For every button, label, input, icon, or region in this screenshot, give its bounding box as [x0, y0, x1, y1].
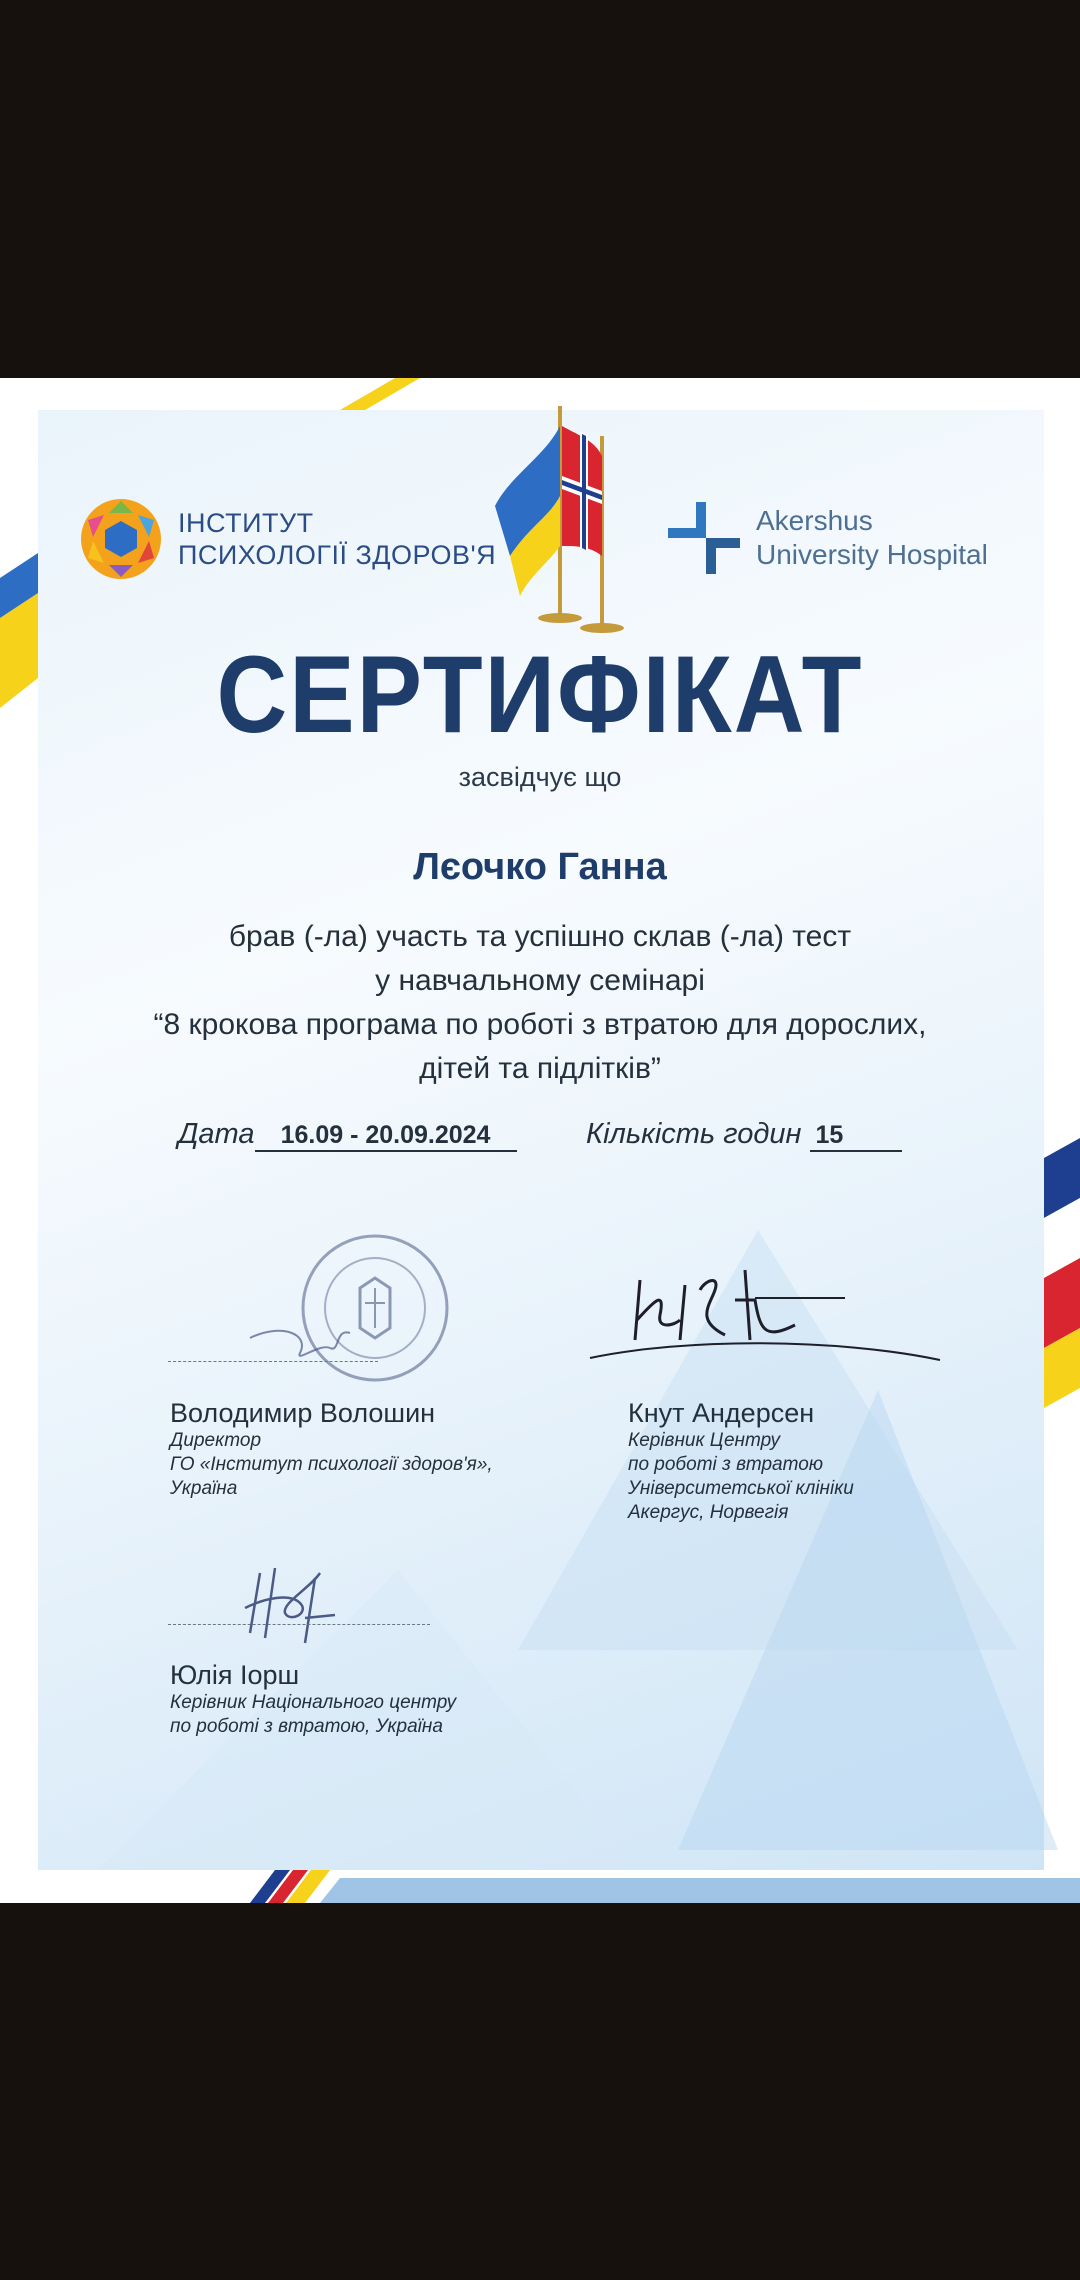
- signatory-name: Кнут Андерсен: [628, 1398, 815, 1428]
- date-value: 16.09 - 20.09.2024: [255, 1121, 517, 1152]
- signatory-role: по роботі з втратою: [628, 1454, 824, 1475]
- signatory-name: Володимир Волошин: [170, 1398, 436, 1428]
- handwritten-signature-icon: [585, 1260, 945, 1370]
- body-line-1: брав (-ла) участь та успішно склав (-ла) тест: [228, 920, 852, 953]
- institute-logo: [78, 496, 496, 582]
- handwritten-signature-icon: [230, 1553, 350, 1653]
- signatory-2: [628, 1398, 854, 1525]
- akershus-logo-line2: University Hospital: [756, 539, 988, 570]
- official-stamp-icon: [240, 1233, 460, 1393]
- certificate-subtitle: засвідчує що: [458, 762, 622, 792]
- signatory-role: ГО «Інститут психології здоров'я»,: [170, 1454, 493, 1475]
- recipient-name: Лєочко Ганна: [413, 846, 667, 888]
- hours-label: Кількість годин: [586, 1118, 802, 1150]
- signatory-role: Україна: [170, 1478, 238, 1499]
- sunflower-logo-icon: [78, 496, 164, 582]
- akershus-cross-logo-icon: [668, 498, 740, 578]
- date-label: Дата: [178, 1118, 255, 1150]
- signature-line: [168, 1624, 430, 1625]
- body-line-2: у навчальному семінарі: [375, 964, 705, 997]
- certificate-title: СЕРТИФІКАТ: [216, 632, 864, 756]
- akershus-logo: [668, 498, 988, 578]
- signatory-role: Керівник Центру: [628, 1430, 781, 1451]
- ukraine-norway-flags-icon: [490, 396, 630, 636]
- body-line-4: дітей та підлітків”: [419, 1052, 661, 1085]
- signatory-role: Університетської клініки: [628, 1478, 854, 1499]
- signatory-name: Юлія Іорш: [170, 1660, 300, 1690]
- institute-logo-line2: ПСИХОЛОГІЇ ЗДОРОВ'Я: [178, 540, 497, 570]
- signatory-3: [170, 1660, 456, 1739]
- signatory-role: Акергус, Норвегія: [628, 1502, 789, 1523]
- body-line-3: “8 крокова програма по роботі з втратою для дорослих,: [153, 1008, 927, 1041]
- signature-line: [168, 1361, 378, 1362]
- institute-logo-line1: ІНСТИТУТ: [178, 508, 314, 538]
- signatory-role: по роботі з втратою, Україна: [170, 1716, 443, 1737]
- signatory-role: Директор: [170, 1430, 262, 1451]
- hours-value: 15: [810, 1121, 902, 1152]
- hours-field: [586, 1118, 902, 1152]
- signatory-role: Керівник Національного центру: [170, 1692, 457, 1713]
- certificate-document: [0, 378, 1080, 1903]
- signatory-1: [170, 1398, 493, 1501]
- date-field: [178, 1118, 517, 1152]
- akershus-logo-line1: Akershus: [756, 505, 873, 536]
